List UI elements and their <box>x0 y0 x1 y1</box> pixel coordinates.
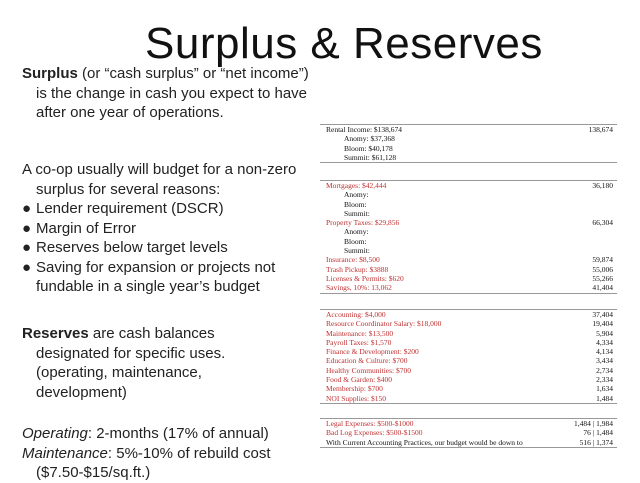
table-row-value: 55,006 <box>592 264 613 274</box>
table-row-value: 55,266 <box>592 273 613 283</box>
table-row-label: Rental Income: $138,674 <box>326 125 403 134</box>
table-row-label: Savings, 10%: 13,062 <box>326 283 392 293</box>
table-row-value: 3,434 <box>596 356 613 366</box>
surplus-paragraph <box>22 64 318 123</box>
table-row-label: Licenses & Permits: $620 <box>326 273 404 283</box>
table-row-label: Bloom: <box>344 199 367 209</box>
reasons-paragraph <box>22 160 302 297</box>
table-row-label: Bloom: <box>344 236 367 246</box>
table-row-label: Education & Culture: $700 <box>326 356 408 366</box>
table-row-value: 1,484 | 1,984 <box>573 419 613 428</box>
page-title: Surplus & Reserves <box>145 19 543 68</box>
table-row-label: Anomy: <box>344 190 369 200</box>
table-row-label: Bloom: $40,178 <box>344 143 393 153</box>
table-row <box>320 375 617 384</box>
table-row-label: Finance & Development: $200 <box>326 347 419 357</box>
table-row <box>320 310 617 319</box>
list-item: ● Reserves below target levels <box>22 239 228 256</box>
list-item: ● Saving for expansion or projects not fundable in a single year’s budget <box>22 258 276 295</box>
table-row <box>320 181 617 190</box>
table-row-label: Insurance: $8,500 <box>326 255 380 265</box>
table-row-label: Anomy: <box>344 227 369 237</box>
table-row-value: 2,334 <box>596 375 613 385</box>
table-row-label: Summit: $61,128 <box>344 152 397 162</box>
bullet-icon: ● <box>22 219 32 237</box>
table-row-value: 37,404 <box>592 310 613 319</box>
reserves-definition: are cash balances designated for specific uses. (operating, maintenance, development) <box>36 325 226 401</box>
table-row-label: Property Taxes: $29,856 <box>326 218 400 228</box>
table-row <box>320 218 617 227</box>
table-row <box>320 190 617 199</box>
table-row-label: Maintenance: $13,500 <box>326 328 394 338</box>
table-row <box>320 125 617 134</box>
table-row <box>320 347 617 356</box>
reserves-paragraph <box>22 324 274 402</box>
bullet-icon: ● <box>22 258 32 276</box>
table-row-label: Bad Log Expenses: $500-$1500 <box>326 428 423 438</box>
fixed-expenses-block <box>320 180 617 294</box>
table-row-value: 2,734 <box>596 365 613 375</box>
table-row-label: Food & Garden: $400 <box>326 375 393 385</box>
income-block <box>320 124 617 163</box>
table-row-value: 76 | 1,484 <box>583 428 613 438</box>
table-row-label: Anomy: $37,368 <box>344 134 395 144</box>
table-row-label: Healthy Communities: $700 <box>326 365 411 375</box>
operating-line: Operating: 2-months (17% of annual) <box>22 425 269 442</box>
table-row <box>320 265 617 274</box>
table-row-label: Summit: <box>344 246 370 256</box>
bullet-icon: ● <box>22 200 32 217</box>
table-row <box>320 283 617 292</box>
maintenance-line: Maintenance: 5%-10% of rebuild cost ($7.50-$15/sq.ft.) <box>22 444 271 481</box>
table-row-value: 59,874 <box>592 255 613 265</box>
table-row <box>320 338 617 347</box>
table-row-value: 4,134 <box>596 347 613 357</box>
table-row <box>320 356 617 365</box>
table-row <box>320 329 617 338</box>
table-row-label: Mortgages: $42,444 <box>326 181 387 190</box>
table-row-label: Resource Coordinator Salary: $18,000 <box>326 319 442 329</box>
operating-expenses-block <box>320 309 617 404</box>
table-row <box>320 366 617 375</box>
table-row-value: 41,404 <box>592 283 613 293</box>
table-row-label: Membership: $700 <box>326 384 383 394</box>
table-row-label: Trash Pickup: $3888 <box>326 264 389 274</box>
table-row <box>320 274 617 283</box>
table-row <box>320 394 617 403</box>
table-row <box>320 209 617 218</box>
table-row-value: 1,634 <box>596 384 613 394</box>
reasons-intro: A co-op usually will budget for a non-zero surplus for several reasons: <box>22 161 297 198</box>
table-row-label: Payroll Taxes: $1,570 <box>326 337 392 347</box>
table-row-value: 1,484 <box>596 393 613 403</box>
table-row <box>320 255 617 264</box>
table-row <box>320 419 617 428</box>
table-row <box>320 319 617 328</box>
table-row <box>320 227 617 236</box>
table-row-value: 66,304 <box>592 218 613 228</box>
bullet-icon: ● <box>22 239 32 256</box>
table-row-value: 4,334 <box>596 337 613 347</box>
table-row-value: 19,404 <box>592 319 613 329</box>
table-row <box>320 428 617 437</box>
table-row <box>320 237 617 246</box>
reserves-term: Reserves <box>22 325 89 342</box>
table-row <box>320 153 617 162</box>
table-row <box>320 200 617 209</box>
table-row-label: NOI Supplies: $150 <box>326 393 386 403</box>
list-item: ● Margin of Error <box>22 219 137 237</box>
reasons-list <box>22 199 302 297</box>
table-row-value: 516 | 1,374 <box>579 437 613 447</box>
surplus-definition: (or “cash surplus” or “net income”) is the change in cash you expect to have after one year of operations. <box>36 65 309 121</box>
table-row-label: Summit: <box>344 208 370 218</box>
surplus-term: Surplus <box>22 65 78 82</box>
table-row <box>320 438 617 447</box>
table-row <box>320 384 617 393</box>
table-row <box>320 144 617 153</box>
reserve-types <box>22 424 318 483</box>
table-row <box>320 246 617 255</box>
table-row-label: With Current Accounting Practices, our budget would be down to <box>326 437 523 447</box>
table-row-value: 36,180 <box>592 181 613 190</box>
table-row-value: 5,904 <box>596 328 613 338</box>
table-row-label: Accounting: $4,000 <box>326 310 386 319</box>
table-row <box>320 134 617 143</box>
list-item: ● Lender requirement (DSCR) <box>22 200 224 217</box>
table-row-label: Legal Expenses: $500-$1000 <box>326 419 414 428</box>
variable-expenses-block <box>320 418 617 448</box>
table-row-value: 138,674 <box>588 125 613 134</box>
